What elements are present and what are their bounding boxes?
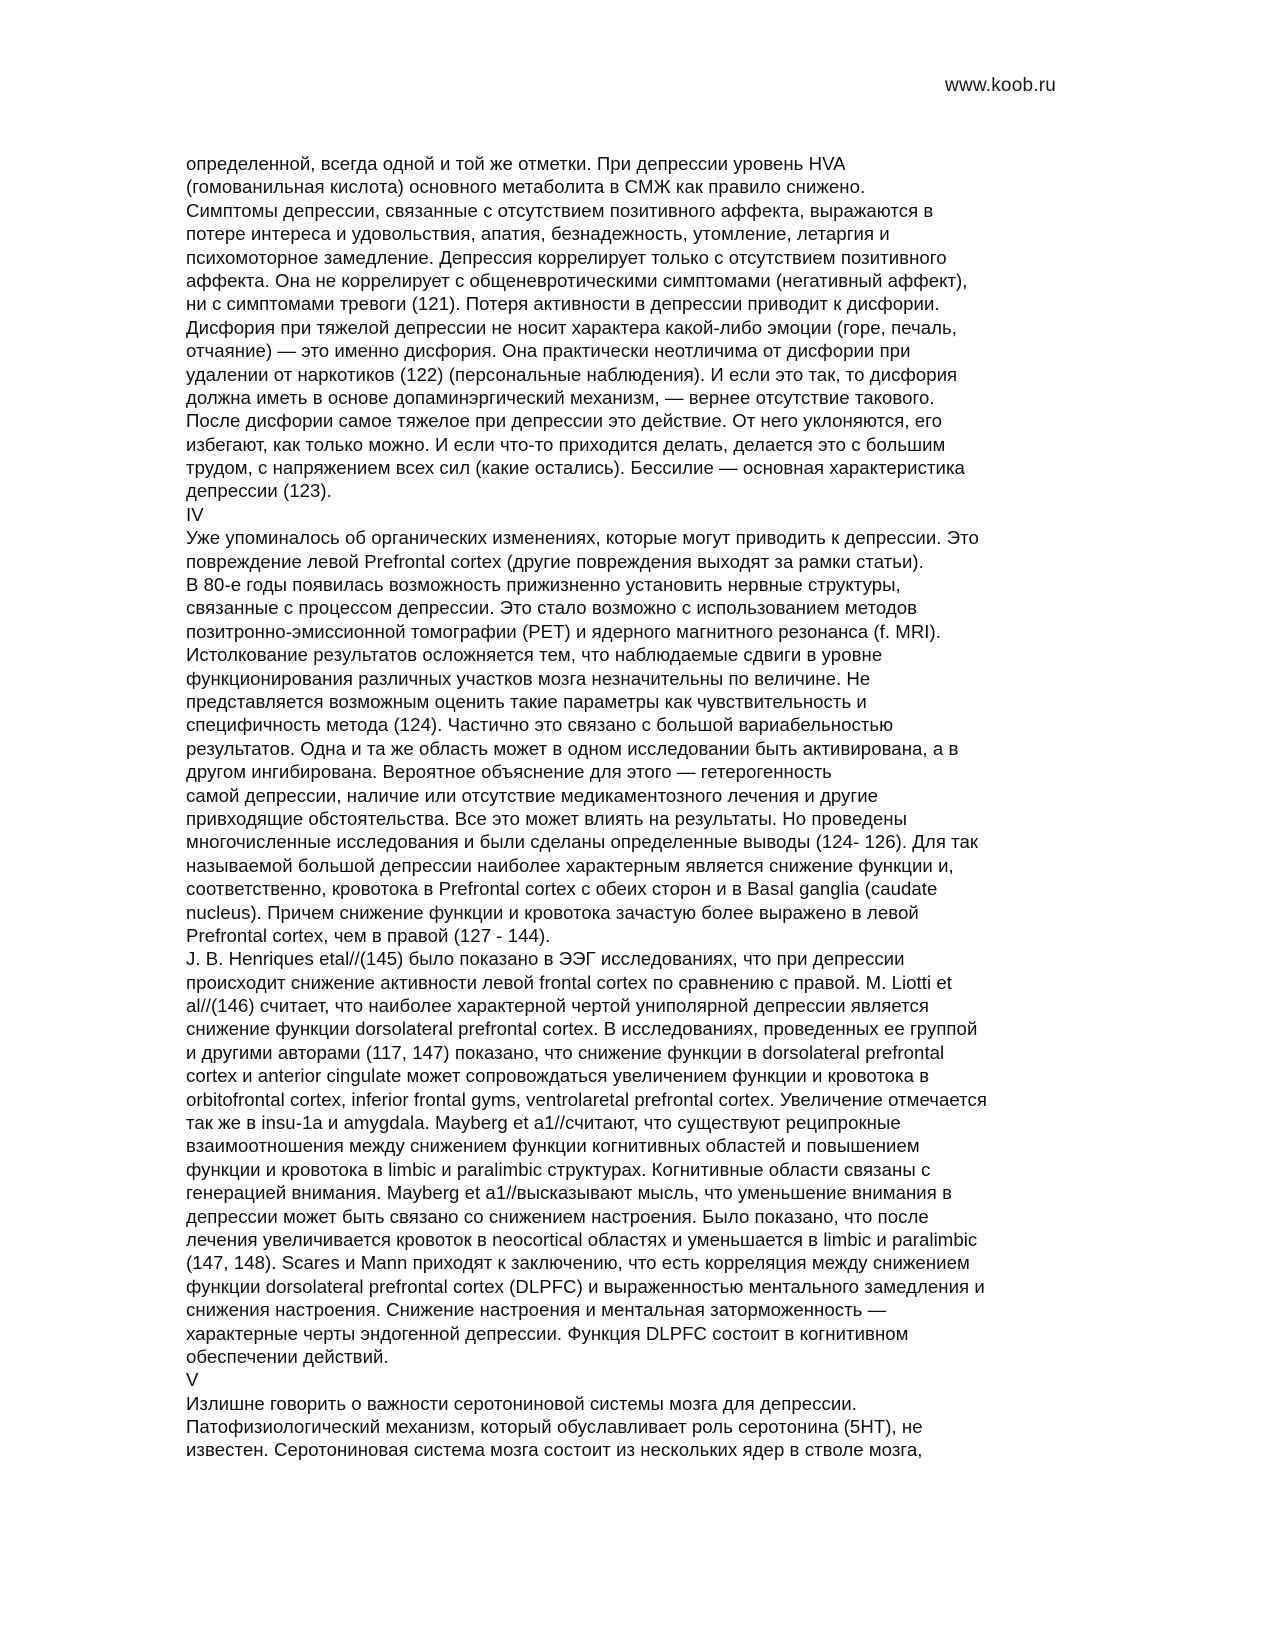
text-line: функции и кровотока в limbic и paralimbic структурах. Когнитивные области связаны с xyxy=(186,1158,931,1180)
text-line: результатов. Одна и та же область может в одном исследовании быть активирована, а в xyxy=(186,737,959,759)
text-line: лечения увеличивается кровоток в neocortical областях и уменьшается в limbic и paralimbic xyxy=(186,1228,978,1250)
text-line: (147, 148). Scares и Mann приходят к заключению, что есть корреляция между снижением xyxy=(186,1252,970,1274)
text-line: депрессии может быть связано со снижением настроения. Было показано, что после xyxy=(186,1205,929,1227)
document-body xyxy=(186,152,1086,1462)
text-line: многочисленные исследования и были сделаны определенные выводы (124- 126). Для так xyxy=(186,831,979,853)
text-line: повреждение левой Prefrontal cortex (другие повреждения выходят за рамки статьи). xyxy=(186,550,924,572)
text-line: аффекта. Она не коррелирует с общеневротическими симптомами (негативный аффект), xyxy=(186,269,968,291)
text-line: Истолкование результатов осложняется тем, что наблюдаемые сдвиги в уровне xyxy=(186,644,883,666)
text-line: другом ингибирована. Вероятное объяснение для этого — гетерогенность xyxy=(186,761,832,783)
text-line: представляется возможным оценить такие параметры как чувствительность и xyxy=(186,690,867,712)
text-line: функции dorsolateral prefrontal cortex (DLPFC) и выраженностью ментального замедления и xyxy=(186,1275,985,1297)
text-line: Дисфория при тяжелой депрессии не носит характера какой-либо эмоции (горе, печаль, xyxy=(186,316,957,338)
text-line: al//(146) считает, что наиболее характерной чертой униполярной депрессии является xyxy=(186,995,929,1017)
text-line: функционирования различных участков мозга незначительны по величине. Не xyxy=(186,667,871,689)
header-url: www.koob.ru xyxy=(945,75,1056,96)
text-line: самой депрессии, наличие или отсутствие медикаментозного лечения и другие xyxy=(186,784,879,806)
text-line: (гомованильная кислота) основного метаболита в СМЖ как правило снижено. xyxy=(186,176,866,198)
text-line: привходящие обстоятельства. Все это может влиять на результаты. Но проведены xyxy=(186,807,907,829)
text-line: Симптомы депрессии, связанные с отсутствием позитивного аффекта, выражаются в xyxy=(186,199,934,221)
text-line: cortex и anterior cingulate может сопровождаться увеличением функции и кровотока в xyxy=(186,1065,930,1087)
text-line: Патофизиологический механизм, который обуславливает роль серотонина (5HT), не xyxy=(186,1416,923,1438)
text-line: происходит снижение активности левой frontal cortex по сравнению с правой. M. Liotti et xyxy=(186,971,952,993)
text-line: После дисфории самое тяжелое при депрессии это действие. От него уклоняются, его xyxy=(186,410,942,432)
text-line: потере интереса и удовольствия, апатия, безнадежность, утомление, летаргия и xyxy=(186,223,890,245)
text-line: orbitofrontal cortex, inferior frontal gyms, ventrolaretal prefrontal cortex. Увеличение отмечается xyxy=(186,1088,988,1110)
text-line: трудом, с напряжением всех сил (какие остались). Бессилие — основная характеристика xyxy=(186,457,965,479)
text-line: должна иметь в основе допаминэргический механизм, — вернее отсутствие такового. xyxy=(186,386,935,408)
text-line: nucleus). Причем снижение функции и кровотока зачастую более выражено в левой xyxy=(186,901,919,923)
text-line: известен. Серотониновая система мозга состоит из нескольких ядер в стволе мозга, xyxy=(186,1439,923,1461)
text-line: Уже упоминалось об органических изменениях, которые могут приводить к депрессии. Это xyxy=(186,527,979,549)
text-line: взаимоотношения между снижением функции когнитивных областей и повышением xyxy=(186,1135,920,1157)
text-line: генерацией внимания. Mayberg et a1//высказывают мысль, что уменьшение внимания в xyxy=(186,1182,952,1204)
text-line: удалении от наркотиков (122) (персональные наблюдения). И если это так, то дисфория xyxy=(186,363,958,385)
text-line: снижения настроения. Снижение настроения и ментальная заторможенность — xyxy=(186,1299,887,1321)
text-line: определенной, всегда одной и той же отметки. При депрессии уровень HVA xyxy=(186,153,846,174)
text-line: ни с симптомами тревоги (121). Потеря активности в депрессии приводит к дисфории. xyxy=(186,293,940,315)
text-line: избегают, как только можно. И если что-то приходится делать, делается это с большим xyxy=(186,433,946,455)
text-line: обеспечении действий. xyxy=(186,1345,389,1367)
text-line: депрессии (123). xyxy=(186,480,332,502)
section-heading: IV xyxy=(186,503,204,525)
text-line: называемой большой депрессии наиболее характерным является снижение функции и, xyxy=(186,854,954,876)
text-line: J. B. Henriques etal//(145) было показано в ЭЭГ исследованиях, что при депрессии xyxy=(186,948,905,970)
text-line: Prefrontal cortex, чем в правой (127 - 144). xyxy=(186,924,551,946)
text-line: позитронно-эмиссионной томографии (PET) и ядерного магнитного резонанса (f. MRI). xyxy=(186,620,941,642)
text-line: психомоторное замедление. Депрессия коррелирует только с отсутствием позитивного xyxy=(186,246,947,268)
section-heading: V xyxy=(186,1369,199,1391)
text-line: характерные черты эндогенной депрессии. Функция DLPFC состоит в когнитивном xyxy=(186,1322,909,1344)
text-line: снижение функции dorsolateral prefrontal cortex. В исследованиях, проведенных ее группой xyxy=(186,1018,978,1040)
text-line: Излишне говорить о важности серотониновой системы мозга для депрессии. xyxy=(186,1392,857,1414)
text-line: В 80-е годы появилась возможность прижизненно установить нервные структуры, xyxy=(186,574,901,596)
text-line: связанные с процессом депрессии. Это стало возможно с использованием методов xyxy=(186,597,918,619)
text-line: соответственно, кровотока в Prefrontal cortex с обеих сторон и в Basal ganglia (caudate xyxy=(186,878,938,900)
text-line: отчаяние) — это именно дисфория. Она практически неотличима от дисфории при xyxy=(186,340,911,362)
text-line: специфичность метода (124). Частично это связано с большой вариабельностью xyxy=(186,714,894,736)
text-line: и другими авторами (117, 147) показано, что снижение функции в dorsolateral prefrontal xyxy=(186,1041,945,1063)
text-line: так же в insu-1a и amygdala. Mayberg et a1//считают, что существуют реципрокные xyxy=(186,1112,901,1134)
